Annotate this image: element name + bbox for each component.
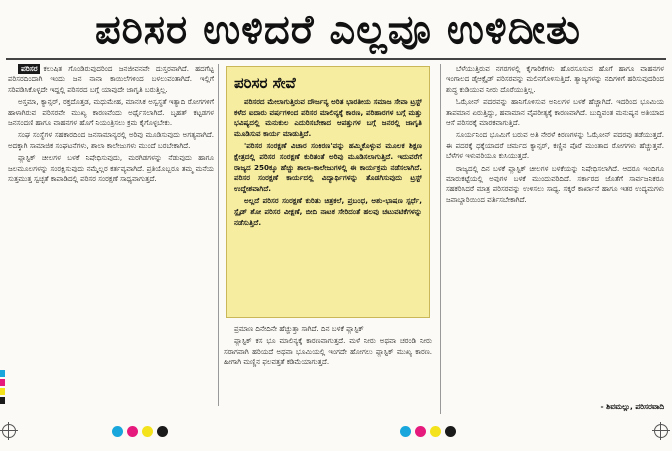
- registration-crosshair-icon: [2, 424, 16, 438]
- magenta-swatch: [127, 426, 138, 437]
- yellow-swatch: [430, 426, 441, 437]
- col3-paragraph-3: ಸೂರ್ಯನಿಂದ ಭೂಮಿಗೆ ಬರುವ ಅತಿ ನೇರಳೆ ಕಿರಣಗಳನ್ನು ಓಝೋನ್ ಪದರವು ತಡೆಯುತ್ತದೆ. ಈ ಪದರಕ್ಕೆ ಧಕ್ಕೆಯಾದರೆ ಚರ್ಮದ ಕ್ಯಾನ್ಸರ್, ಕಣ್ಣಿನ ಪೊರೆ ಮುಂತಾದ ರೋಗಗಳು ಹೆಚ್ಚುತ್ತವೆ. ಬೆಳೆಗಳ ಇಳುವರಿಯೂ ಕುಸಿಯುತ್ತದೆ.: [446, 130, 664, 161]
- column-divider: [218, 64, 219, 406]
- column-divider: [440, 64, 441, 414]
- col1-paragraph-4: ಪ್ಲಾಸ್ಟಿಕ್ ಚೀಲಗಳ ಬಳಕೆ ನಿಷೇಧಿಸುವುದು, ಮರಗಿಡಗಳನ್ನು ನೆಡುವುದು ಹಾಗೂ ಜಲಮೂಲಗಳನ್ನು ಸಂರಕ್ಷಿಸುವುದು ನಮ್ಮೆಲ್ಲರ ಕರ್ತವ್ಯವಾಗಿದೆ. ಪ್ರತಿಯೊಬ್ಬರೂ ತಮ್ಮ ಮನೆಯ ಸುತ್ತಮುತ್ತ ಸ್ವಚ್ಛತೆ ಕಾಪಾಡಿದಲ್ಲಿ ಪರಿಸರ ಸಂರಕ್ಷಣೆ ಸಾಧ್ಯವಾಗುತ್ತದೆ.: [8, 153, 214, 184]
- color-registration-strip: [400, 424, 456, 438]
- col3-paragraph-1: ಬೆಳೆಯುತ್ತಿರುವ ನಗರಗಳಲ್ಲಿ ಕೈಗಾರಿಕೆಗಳು ಹೊರಸೂಸುವ ಹೊಗೆ ಹಾಗೂ ವಾಹನಗಳ ಇಂಗಾಲದ ಡೈಆಕ್ಸೈಡ್ ಪರಿಸರವನ್ನು ಮಲಿನಗೊಳಿಸುತ್ತಿದೆ. ತ್ಯಾಜ್ಯಗಳನ್ನು ನದಿಗಳಿಗೆ ಹರಿಸುವುದರಿಂದ ಶುದ್ಧ ಕುಡಿಯುವ ನೀರು ದೊರೆಯುತ್ತಿಲ್ಲ.: [446, 64, 664, 94]
- color-registration-strip: [112, 424, 168, 438]
- magenta-swatch: [415, 426, 426, 437]
- col3-paragraph-2: ಓಝೋನ್ ಪದರವನ್ನು ಹಾನಿಗೊಳಿಸುವ ಅನಿಲಗಳ ಬಳಕೆ ಹೆಚ್ಚಾಗಿದೆ. ಇದರಿಂದ ಭೂಮಿಯ ತಾಪಮಾನ ಏರುತ್ತಿದ್ದು, ಹವಾಮಾನ ವೈಪರೀತ್ಯಕ್ಕೆ ಕಾರಣವಾಗಿದೆ. ಬುದ್ಧಿವಂತ ಮನುಷ್ಯನ ಅತಿಯಾದ ಆಸೆ ಪರಿಸರಕ್ಕೆ ಮಾರಕವಾಗುತ್ತಿದೆ.: [446, 97, 664, 128]
- box-body: [234, 97, 422, 228]
- article-column-3: [446, 64, 664, 414]
- article-column-2: [224, 324, 432, 412]
- col3-paragraph-4: ರಾಜ್ಯದಲ್ಲಿ ದಿನ ಬಳಕೆ ಪ್ಲಾಸ್ಟಿಕ್ ಚೀಲಗಳ ಬಳಕೆಯನ್ನು ನಿಷೇಧಿಸಲಾಗಿದೆ. ಆದರೂ ಇಂದಿಗೂ ಮಾರುಕಟ್ಟೆಯಲ್ಲಿ ಅವುಗಳ ಬಳಕೆ ಮುಂದುವರಿದಿದೆ. ಸರ್ಕಾರದ ಜೊತೆಗೆ ಸಾರ್ವಜನಿಕರೂ ಸಹಕರಿಸಿದರೆ ಮಾತ್ರ ಪರಿಸರವನ್ನು ಉಳಿಸಲು ಸಾಧ್ಯ. ಸಕ್ಕರೆ ಕಾರ್ಖಾನೆ ಹಾಗೂ ಇತರ ಉದ್ಯಮಗಳು ಜವಾಬ್ದಾರಿಯಿಂದ ವರ್ತಿಸಬೇಕಾಗಿದೆ.: [446, 163, 664, 204]
- byline: - ಶಿವಮಲ್ಲು, ಪರಿಸರವಾದಿ: [600, 402, 664, 411]
- cyan-swatch: [400, 426, 411, 437]
- box-title: ಪರಿಸರ ಸೇವೆ: [234, 74, 296, 92]
- col2-paragraph-1: ಪ್ರಮಾಣ ದಿನೇದಿನೇ ಹೆಚ್ಚುತ್ತಾ ಸಾಗಿದೆ. ದಿನ ಬಳಕೆ ಪ್ಲಾಸ್ಟಿಕ್: [234, 324, 364, 333]
- black-mark: [0, 397, 5, 404]
- black-swatch: [157, 426, 168, 437]
- yellow-mark: [0, 388, 5, 395]
- registration-crosshair-icon: [654, 424, 668, 438]
- article-column-1: [8, 64, 214, 406]
- col1-paragraph-3: ಸಂಘ ಸಂಸ್ಥೆಗಳ ಸಹಕಾರದಿಂದ ಜನಸಾಮಾನ್ಯರಲ್ಲಿ ಅರಿವು ಮೂಡಿಸುವುದು ಅಗತ್ಯವಾಗಿದೆ. ಅದಕ್ಕಾಗಿ ಸಾಮಾಜಿಕ ಸಂಘಟನೆಗಳು, ಶಾಲಾ ಕಾಲೇಜುಗಳು ಮುಂದೆ ಬರಬೇಕಾಗಿದೆ.: [8, 130, 214, 150]
- col2-paragraph-2: ಪ್ಲಾಸ್ಟಿಕ್ ಕಸ ಭೂ ಮಾಲಿನ್ಯಕ್ಕೆ ಕಾರಣವಾಗುತ್ತದೆ. ಮಳೆ ನೀರು ಅಥವಾ ಚರಂಡಿ ನೀರು ಸರಾಗವಾಗಿ ಹರಿಯದೆ ಅಥವಾ ಭೂಮಿಯಲ್ಲಿ ಇಂಗದೇ ಹೋಗಲು ಪ್ಲಾಸ್ಟಿಕ್ ಮುಖ್ಯ ಕಾರಣ. ಹೀಗಾಗಿ ಮಣ್ಣಿನ ಫಲವತ್ತತೆ ಕಡಿಮೆಯಾಗುತ್ತದೆ.: [224, 336, 432, 367]
- magenta-mark: [0, 379, 5, 386]
- highlight-box: [226, 66, 430, 318]
- col1-subhead: ಪರಿಸರ: [18, 64, 40, 74]
- margin-color-marks: [0, 370, 6, 410]
- yellow-swatch: [142, 426, 153, 437]
- box-paragraph-1: ಪರಿಸರದ ಮೇಲಾಗುತ್ತಿರುವ ದೌರ್ಜನ್ಯ ಅರಿತ ಭಾರತೀಯ ಸಮಾಜ ಸೇವಾ ಟ್ರಸ್ಟ್ ಕಳೆದ ಐದಾರು ವರ್ಷಗಳಿಂದ ಪರಿಸರ ಮಾಲಿನ್ಯಕ್ಕೆ ಕಾರಣ, ಪರಿಹಾರಗಳ ಬಗ್ಗೆ ಮತ್ತು ಭವಿಷ್ಯದಲ್ಲಿ ಮನುಕುಲ ಎದುರಿಸಬೇಕಾದ ಆಪತ್ತುಗಳ ಬಗ್ಗೆ ಜನರಲ್ಲಿ ಜಾಗೃತಿ ಮೂಡಿಸುವ ಕಾರ್ಯ ಮಾಡುತ್ತಿದೆ.: [234, 97, 422, 138]
- box-paragraph-2: 'ಪರಿಸರ ಸಂರಕ್ಷಣೆ ವಿಚಾರ ಸಂಕಿರಣ'ವನ್ನು ಹಮ್ಮಿಕೊಳ್ಳುವ ಮೂಲಕ ಶಿಕ್ಷಣ ಕ್ಷೇತ್ರದಲ್ಲಿ ಪರಿಸರ ಸಂರಕ್ಷಣೆ ಕುರಿತಂತೆ ಅರಿವು ಮೂಡಿಸಲಾಗುತ್ತಿದೆ. ಇದುವರೆಗೆ ರಾಜ್ಯದ 250ಕ್ಕೂ ಹೆಚ್ಚು ಶಾಲಾ-ಕಾಲೇಜುಗಳಲ್ಲಿ ಈ ಕಾರ್ಯಕ್ರಮ ನಡೆಸಲಾಗಿದೆ. ಪರಿಸರ ಸಂರಕ್ಷಣೆ ಕಾರ್ಯದಲ್ಲಿ ವಿದ್ಯಾರ್ಥಿಗಳನ್ನು ತೊಡಗಿಸುವುದು ಟ್ರಸ್ಟ್ ಉದ್ದೇಶವಾಗಿದೆ.: [234, 141, 422, 193]
- col1-paragraph-2: ಅಸ್ತಮಾ, ಕ್ಯಾನ್ಸರ್, ರಕ್ತದೊತ್ತಡ, ಮಧುಮೇಹ, ಮಾನಸಿಕ ಅಸ್ವಸ್ಥತೆ ಇತ್ಯಾದಿ ರೋಗಗಳಿಗೆ ಹಾಳಾಗಿರುವ ಪರಿಸರವೇ ಮುಖ್ಯ ಕಾರಣವೆಂದು ಅರ್ಥೈಸಲಾಗಿದೆ. ಬೃಹತ್ ಕಟ್ಟಡಗಳ ಜನಸಂದಣಿ ಹಾಗೂ ವಾಹನಗಳ ಹೊಗೆ ನಿಯಂತ್ರಿಸಲು ಕ್ರಮ ಕೈಗೊಳ್ಳಬೇಕು.: [8, 97, 214, 128]
- col1-paragraph-1: ಪರಿಸರ ಕಲುಷಿತ ಗೊಂಡಿರುವುದರಿಂದ ಜನಜೀವನವೇ ದುಸ್ತರವಾಗಿದೆ. ಹದಗೆಟ್ಟ ಪರಿಸರದಿಂದಾಗಿ ಇಂದು ಜನ ನಾನಾ ಕಾಯಿಲೆಗಳಿಂದ ಬಳಲುವಂತಾಗಿದೆ. ಇಲ್ಲಿಗೆ ಸರಿಪಡಿಸಿಕೊಳ್ಳದೇ ಇದ್ದಲ್ಲಿ ಪರಿಸರದ ಬಗ್ಗೆ ಯಾವುದೇ ಜಾಗೃತಿ ಬರುತ್ತಿಲ್ಲ.: [8, 64, 214, 94]
- box-paragraph-3: ಅಲ್ಲದೆ ಪರಿಸರ ಸಂರಕ್ಷಣೆ ಕುರಿತು ಚಿತ್ರಕಲೆ, ಪ್ರಬಂಧ, ಆಶು-ಭಾಷಣ ಸ್ಪರ್ಧೆ, ಸ್ಲೈಡ್ ಶೋ ಪರಿಸರ ವೀಕ್ಷಣೆ, ಬೀದಿ ನಾಟಕ ಸೇರಿದಂತೆ ಹಲವು ಚಟುವಟಿಕೆಗಳನ್ನು ನಡೆಸುತ್ತಿದೆ.: [234, 196, 422, 227]
- cyan-swatch: [112, 426, 123, 437]
- cyan-mark: [0, 370, 5, 377]
- headline-rule: [6, 58, 666, 60]
- black-swatch: [445, 426, 456, 437]
- headline: ಪರಿಸರ ಉಳಿದರೆ ಎಲ್ಲವೂ ಉಳಿದೀತು: [95, 7, 581, 53]
